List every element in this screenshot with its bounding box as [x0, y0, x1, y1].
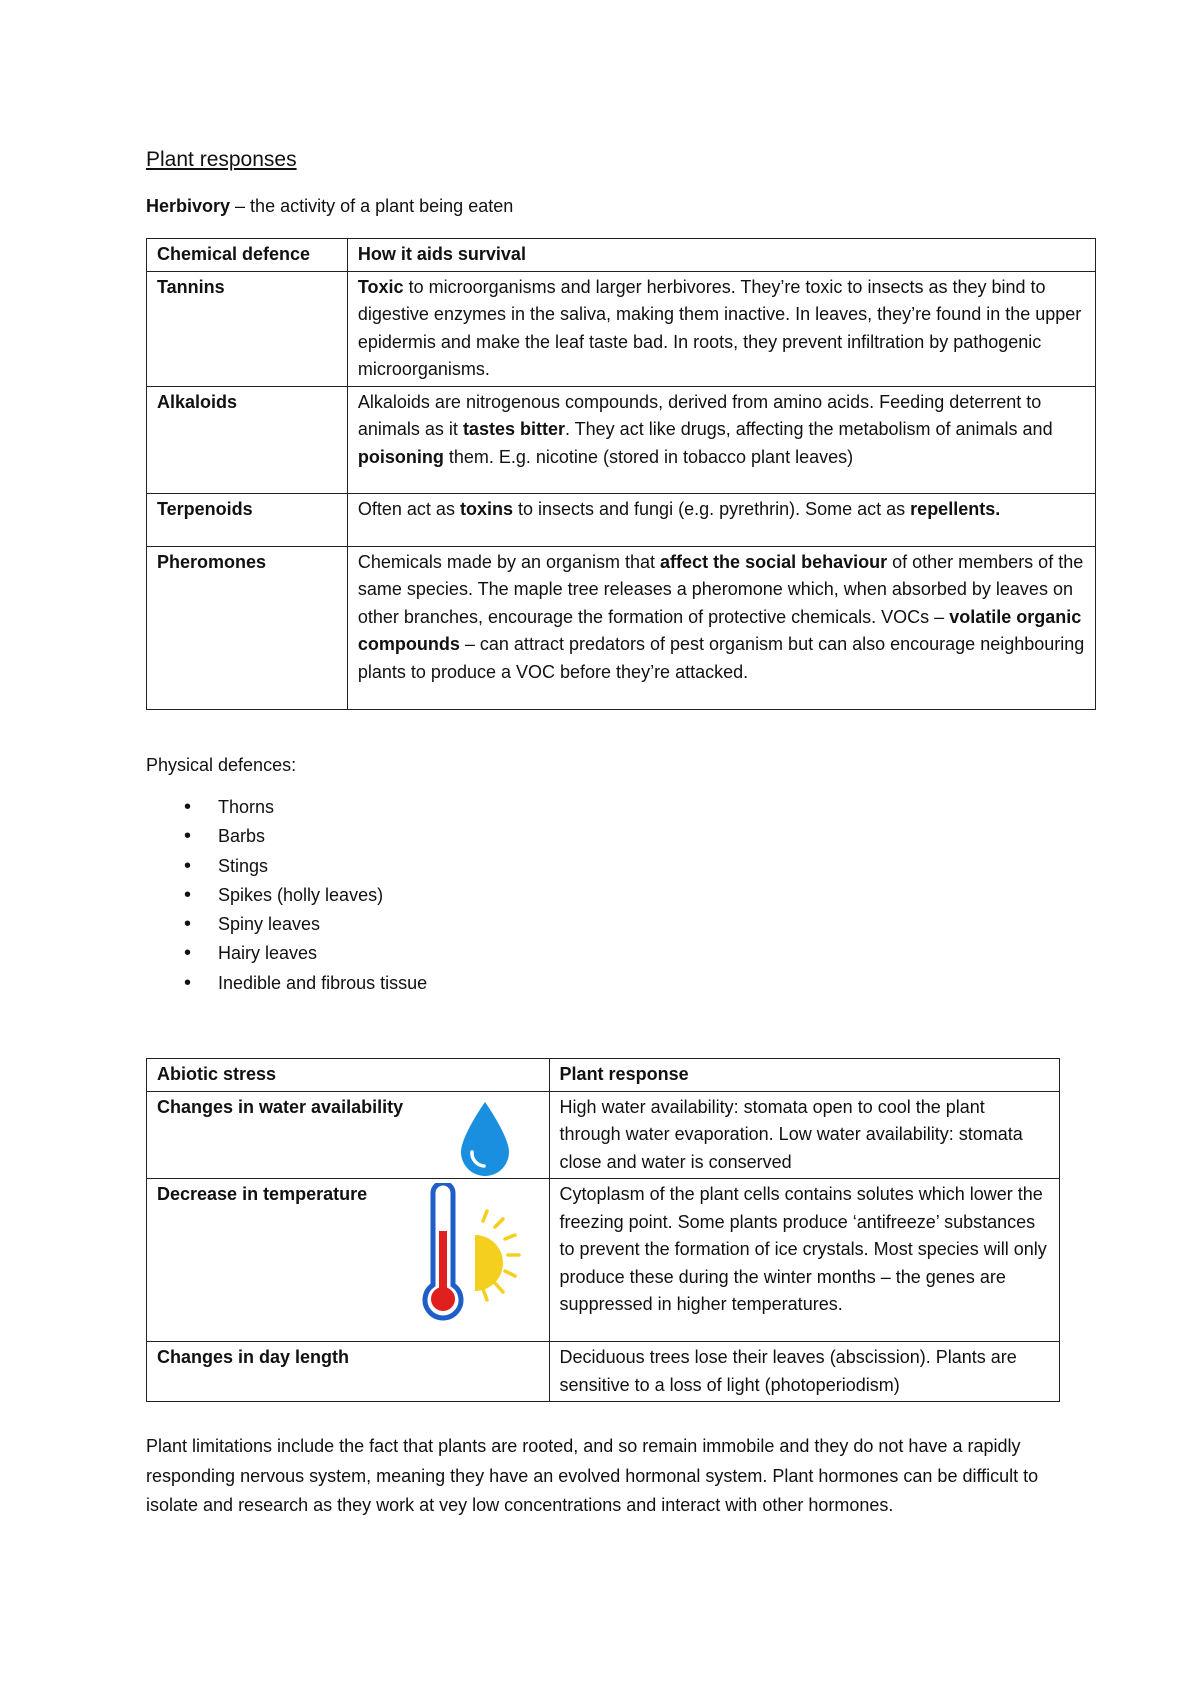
list-item: • Hairy leaves — [146, 939, 427, 968]
list-item: • Barbs — [146, 822, 427, 851]
bold-keyword: affect the social behaviour — [660, 551, 888, 572]
bold-keyword: tastes bitter — [462, 419, 565, 439]
conclusion-paragraph: Plant limitations include the fact that plants are rooted, and so remain immobile and they do not have a rapidly responding nervous system, meaning they have an evolved hormonal system. Plant hormones can be difficult to isolate and research as they work at vey low concentrations and interact with other hormones. — [146, 1436, 1039, 1515]
chemical-name: Pheromones — [147, 546, 348, 709]
chemical-name: Terpenoids — [147, 493, 348, 546]
description-text: to microorganisms and larger herbivores. They’re toxic to insects as they bind to digestive enzymes in the saliva, making them inactive. In leaves, they’re found in the upper epidermis and make the leaf taste bad. In roots, they prevent infiltration by pathogenic microorganisms. — [357, 276, 1082, 379]
page-title: Plant responses — [146, 148, 297, 171]
stress-cell — [147, 1179, 550, 1342]
header-chemical-defence: Chemical defence — [147, 239, 348, 272]
stress-name: Changes in day length — [147, 1342, 550, 1402]
table-row — [147, 1342, 1060, 1402]
chemical-name: Tannins — [147, 271, 348, 386]
physical-defences-heading: Physical defences: — [146, 755, 297, 775]
stress-name: Changes in water availability — [157, 1096, 404, 1117]
description-text: Chemicals made by an organism that — [357, 551, 661, 572]
description-text: Alkaloids are nitrogenous compounds, derived from amino acids. Feeding deterrent to animals as it — [357, 391, 1042, 439]
bold-keyword: repellents. — [910, 498, 1001, 519]
header-abiotic-stress: Abiotic stress — [147, 1059, 550, 1092]
table-row — [147, 493, 1096, 546]
chemical-name: Alkaloids — [147, 386, 348, 493]
table-header-row — [147, 1059, 1060, 1092]
chemical-description — [347, 546, 1095, 709]
stress-cell — [147, 1091, 550, 1179]
description-text: to insects and fungi (e.g. pyrethrin). Some act as — [512, 498, 911, 519]
list-item: • Spikes (holly leaves) — [146, 881, 427, 910]
description-text: of other members of the same species. The maple tree releases a pheromone which, when absorbed by leaves on other branches, encourage the formation of protective chemicals. VOCs – — [357, 551, 1084, 627]
description-text: them. E.g. nicotine (stored in tobacco plant leaves) — [443, 446, 854, 467]
list-item: • Inedible and fibrous tissue — [146, 969, 427, 998]
response-text: Deciduous trees lose their leaves (abscission). Plants are sensitive to a loss of light (photoperiodism) — [549, 1342, 1059, 1402]
header-plant-response: Plant response — [549, 1059, 1059, 1092]
description-text: – can attract predators of pest organism but can also encourage neighbouring plants to produce a VOC before they’re attacked. — [357, 634, 1085, 682]
table-row — [147, 1091, 1060, 1179]
chemical-description — [347, 493, 1095, 546]
table-row — [147, 1179, 1060, 1342]
description-text: . They act like drugs, affecting the metabolism of animals and — [564, 419, 1053, 439]
abiotic-stress-table — [146, 1058, 1060, 1402]
physical-defences-list — [146, 793, 427, 998]
list-item: • Spiny leaves — [146, 910, 427, 939]
list-item: • Thorns — [146, 793, 427, 822]
chemical-description — [347, 271, 1095, 386]
bold-keyword: toxins — [459, 498, 513, 519]
stress-name: Decrease in temperature — [157, 1184, 368, 1204]
bold-keyword: Toxic — [357, 276, 404, 297]
herbivory-definition — [146, 196, 513, 217]
response-text: High water availability: stomata open to cool the plant through water evaporation. Low water availability: stomata close and water is conserved — [549, 1091, 1059, 1179]
thermometer-sun-icon — [417, 1183, 537, 1342]
response-text: Cytoplasm of the plant cells contains solutes which lower the freezing point. Some plants produce ‘antifreeze’ substances to prevent the formation of ice crystals. Most species will only produce these during the winter months – the genes are suppressed in higher temperatures. — [549, 1179, 1059, 1342]
bold-keyword: volatile organic compounds — [357, 606, 1082, 654]
table-header-row — [147, 239, 1096, 272]
table-row — [147, 386, 1096, 493]
table-row — [147, 271, 1096, 386]
herbivory-term: Herbivory — [146, 196, 231, 216]
description-text: Often act as — [357, 498, 460, 519]
herbivory-text: – the activity of a plant being eaten — [230, 196, 514, 216]
water-drop-icon — [457, 1100, 513, 1187]
list-item: • Stings — [146, 852, 427, 881]
chemical-defence-table — [146, 238, 1096, 710]
table-row — [147, 546, 1096, 709]
bold-keyword: poisoning — [357, 446, 444, 467]
header-how-it-aids-survival: How it aids survival — [347, 239, 1095, 272]
chemical-description — [347, 386, 1095, 493]
